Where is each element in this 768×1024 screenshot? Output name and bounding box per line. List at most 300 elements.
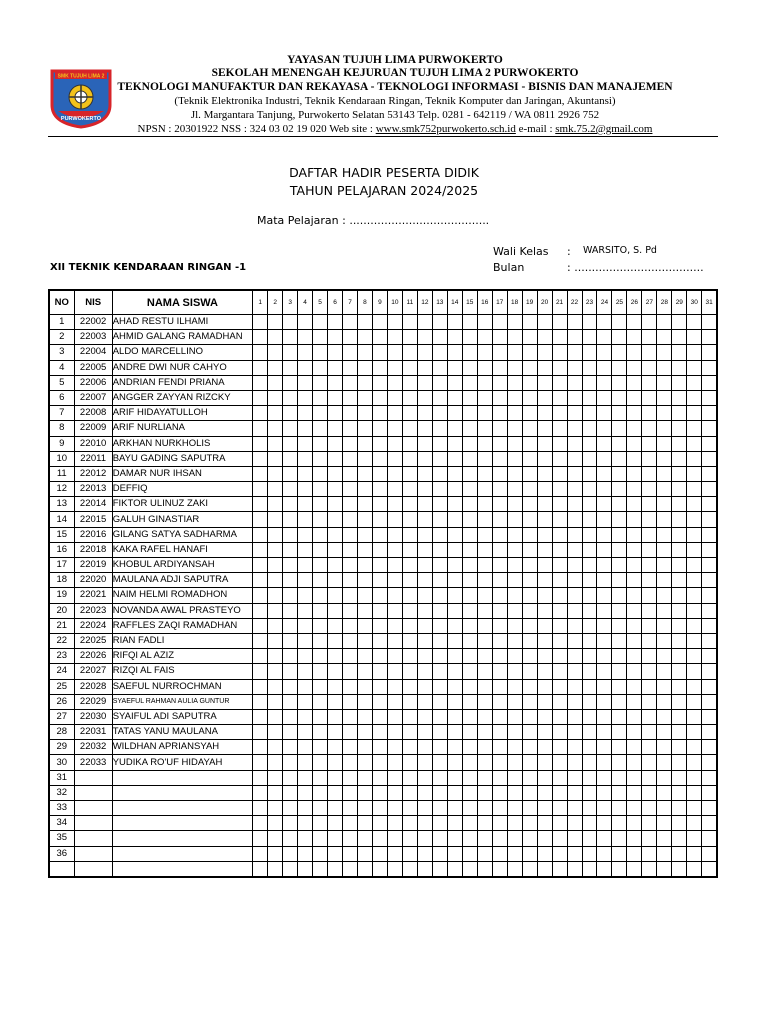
attendance-cell[interactable] (298, 466, 313, 481)
attendance-cell[interactable] (283, 573, 298, 588)
attendance-cell[interactable] (537, 603, 552, 618)
attendance-cell[interactable] (253, 527, 268, 542)
attendance-cell[interactable] (702, 861, 717, 877)
attendance-cell[interactable] (283, 466, 298, 481)
attendance-cell[interactable] (298, 527, 313, 542)
attendance-cell[interactable] (253, 755, 268, 770)
attendance-cell[interactable] (372, 497, 387, 512)
attendance-cell[interactable] (522, 831, 537, 846)
attendance-cell[interactable] (268, 421, 283, 436)
attendance-cell[interactable] (298, 360, 313, 375)
attendance-cell[interactable] (268, 345, 283, 360)
attendance-cell[interactable] (507, 740, 522, 755)
attendance-cell[interactable] (567, 588, 582, 603)
attendance-cell[interactable] (612, 816, 627, 831)
attendance-cell[interactable] (417, 421, 432, 436)
attendance-cell[interactable] (612, 709, 627, 724)
attendance-cell[interactable] (447, 709, 462, 724)
attendance-cell[interactable] (387, 330, 402, 345)
attendance-cell[interactable] (372, 436, 387, 451)
attendance-cell[interactable] (522, 603, 537, 618)
attendance-cell[interactable] (702, 345, 717, 360)
attendance-cell[interactable] (298, 846, 313, 861)
attendance-cell[interactable] (417, 315, 432, 330)
attendance-cell[interactable] (612, 588, 627, 603)
attendance-cell[interactable] (372, 466, 387, 481)
attendance-cell[interactable] (357, 345, 372, 360)
attendance-cell[interactable] (642, 831, 657, 846)
attendance-cell[interactable] (582, 558, 597, 573)
attendance-cell[interactable] (537, 861, 552, 877)
attendance-cell[interactable] (462, 573, 477, 588)
attendance-cell[interactable] (372, 664, 387, 679)
attendance-cell[interactable] (387, 421, 402, 436)
attendance-cell[interactable] (253, 709, 268, 724)
attendance-cell[interactable] (417, 482, 432, 497)
attendance-cell[interactable] (268, 664, 283, 679)
attendance-cell[interactable] (328, 345, 343, 360)
attendance-cell[interactable] (432, 466, 447, 481)
attendance-cell[interactable] (492, 770, 507, 785)
attendance-cell[interactable] (492, 679, 507, 694)
attendance-cell[interactable] (522, 679, 537, 694)
attendance-cell[interactable] (612, 694, 627, 709)
attendance-cell[interactable] (672, 588, 687, 603)
attendance-cell[interactable] (657, 618, 672, 633)
attendance-cell[interactable] (612, 542, 627, 557)
attendance-cell[interactable] (417, 345, 432, 360)
attendance-cell[interactable] (537, 588, 552, 603)
attendance-cell[interactable] (492, 785, 507, 800)
attendance-cell[interactable] (567, 831, 582, 846)
attendance-cell[interactable] (567, 770, 582, 785)
attendance-cell[interactable] (462, 482, 477, 497)
attendance-cell[interactable] (657, 740, 672, 755)
attendance-cell[interactable] (627, 770, 642, 785)
attendance-cell[interactable] (582, 360, 597, 375)
attendance-cell[interactable] (447, 694, 462, 709)
attendance-cell[interactable] (642, 527, 657, 542)
attendance-cell[interactable] (702, 816, 717, 831)
attendance-cell[interactable] (298, 512, 313, 527)
attendance-cell[interactable] (627, 360, 642, 375)
attendance-cell[interactable] (597, 649, 612, 664)
attendance-cell[interactable] (357, 542, 372, 557)
attendance-cell[interactable] (402, 375, 417, 390)
attendance-cell[interactable] (612, 801, 627, 816)
attendance-cell[interactable] (268, 558, 283, 573)
attendance-cell[interactable] (462, 709, 477, 724)
attendance-cell[interactable] (417, 709, 432, 724)
attendance-cell[interactable] (597, 801, 612, 816)
attendance-cell[interactable] (268, 451, 283, 466)
attendance-cell[interactable] (447, 679, 462, 694)
attendance-cell[interactable] (253, 785, 268, 800)
attendance-cell[interactable] (477, 603, 492, 618)
attendance-cell[interactable] (552, 861, 567, 877)
attendance-cell[interactable] (507, 725, 522, 740)
attendance-cell[interactable] (298, 573, 313, 588)
attendance-cell[interactable] (462, 375, 477, 390)
attendance-cell[interactable] (642, 694, 657, 709)
attendance-cell[interactable] (507, 679, 522, 694)
attendance-cell[interactable] (328, 330, 343, 345)
attendance-cell[interactable] (552, 527, 567, 542)
attendance-cell[interactable] (313, 725, 328, 740)
attendance-cell[interactable] (492, 558, 507, 573)
attendance-cell[interactable] (627, 542, 642, 557)
attendance-cell[interactable] (417, 816, 432, 831)
attendance-cell[interactable] (492, 390, 507, 405)
attendance-cell[interactable] (253, 360, 268, 375)
attendance-cell[interactable] (298, 816, 313, 831)
attendance-cell[interactable] (462, 633, 477, 648)
attendance-cell[interactable] (597, 527, 612, 542)
attendance-cell[interactable] (522, 664, 537, 679)
attendance-cell[interactable] (657, 482, 672, 497)
attendance-cell[interactable] (313, 406, 328, 421)
attendance-cell[interactable] (343, 679, 358, 694)
attendance-cell[interactable] (567, 679, 582, 694)
attendance-cell[interactable] (642, 633, 657, 648)
attendance-cell[interactable] (567, 558, 582, 573)
attendance-cell[interactable] (477, 770, 492, 785)
attendance-cell[interactable] (357, 725, 372, 740)
attendance-cell[interactable] (552, 755, 567, 770)
attendance-cell[interactable] (328, 315, 343, 330)
attendance-cell[interactable] (447, 801, 462, 816)
attendance-cell[interactable] (507, 694, 522, 709)
attendance-cell[interactable] (328, 466, 343, 481)
attendance-cell[interactable] (672, 345, 687, 360)
attendance-cell[interactable] (507, 649, 522, 664)
attendance-cell[interactable] (357, 375, 372, 390)
attendance-cell[interactable] (298, 451, 313, 466)
attendance-cell[interactable] (687, 542, 702, 557)
attendance-cell[interactable] (357, 406, 372, 421)
attendance-cell[interactable] (642, 436, 657, 451)
attendance-cell[interactable] (537, 664, 552, 679)
attendance-cell[interactable] (283, 406, 298, 421)
attendance-cell[interactable] (567, 527, 582, 542)
attendance-cell[interactable] (432, 816, 447, 831)
attendance-cell[interactable] (253, 512, 268, 527)
attendance-cell[interactable] (597, 573, 612, 588)
attendance-cell[interactable] (492, 831, 507, 846)
attendance-cell[interactable] (298, 664, 313, 679)
attendance-cell[interactable] (672, 573, 687, 588)
attendance-cell[interactable] (552, 466, 567, 481)
attendance-cell[interactable] (477, 542, 492, 557)
attendance-cell[interactable] (477, 360, 492, 375)
attendance-cell[interactable] (313, 801, 328, 816)
attendance-cell[interactable] (642, 451, 657, 466)
attendance-cell[interactable] (283, 618, 298, 633)
attendance-cell[interactable] (268, 618, 283, 633)
attendance-cell[interactable] (372, 603, 387, 618)
attendance-cell[interactable] (372, 679, 387, 694)
attendance-cell[interactable] (298, 406, 313, 421)
attendance-cell[interactable] (387, 649, 402, 664)
attendance-cell[interactable] (343, 816, 358, 831)
attendance-cell[interactable] (627, 846, 642, 861)
attendance-cell[interactable] (672, 861, 687, 877)
attendance-cell[interactable] (253, 694, 268, 709)
attendance-cell[interactable] (582, 451, 597, 466)
attendance-cell[interactable] (567, 573, 582, 588)
attendance-cell[interactable] (702, 558, 717, 573)
attendance-cell[interactable] (492, 330, 507, 345)
attendance-cell[interactable] (343, 375, 358, 390)
attendance-cell[interactable] (298, 770, 313, 785)
attendance-cell[interactable] (417, 831, 432, 846)
attendance-cell[interactable] (552, 512, 567, 527)
attendance-cell[interactable] (387, 785, 402, 800)
attendance-cell[interactable] (402, 603, 417, 618)
attendance-cell[interactable] (507, 512, 522, 527)
attendance-cell[interactable] (462, 755, 477, 770)
attendance-cell[interactable] (477, 421, 492, 436)
attendance-cell[interactable] (687, 816, 702, 831)
attendance-cell[interactable] (582, 482, 597, 497)
attendance-cell[interactable] (447, 725, 462, 740)
attendance-cell[interactable] (672, 649, 687, 664)
attendance-cell[interactable] (253, 390, 268, 405)
attendance-cell[interactable] (432, 451, 447, 466)
attendance-cell[interactable] (672, 360, 687, 375)
attendance-cell[interactable] (672, 816, 687, 831)
attendance-cell[interactable] (417, 801, 432, 816)
attendance-cell[interactable] (253, 846, 268, 861)
attendance-cell[interactable] (343, 497, 358, 512)
attendance-cell[interactable] (298, 421, 313, 436)
attendance-cell[interactable] (462, 785, 477, 800)
attendance-cell[interactable] (283, 831, 298, 846)
attendance-cell[interactable] (372, 512, 387, 527)
attendance-cell[interactable] (642, 709, 657, 724)
attendance-cell[interactable] (537, 345, 552, 360)
attendance-cell[interactable] (313, 421, 328, 436)
attendance-cell[interactable] (702, 664, 717, 679)
attendance-cell[interactable] (253, 679, 268, 694)
attendance-cell[interactable] (417, 618, 432, 633)
attendance-cell[interactable] (672, 664, 687, 679)
attendance-cell[interactable] (537, 725, 552, 740)
attendance-cell[interactable] (657, 466, 672, 481)
attendance-cell[interactable] (567, 390, 582, 405)
attendance-cell[interactable] (657, 512, 672, 527)
attendance-cell[interactable] (343, 603, 358, 618)
attendance-cell[interactable] (328, 558, 343, 573)
attendance-cell[interactable] (672, 785, 687, 800)
attendance-cell[interactable] (657, 816, 672, 831)
attendance-cell[interactable] (612, 375, 627, 390)
attendance-cell[interactable] (522, 633, 537, 648)
attendance-cell[interactable] (507, 573, 522, 588)
attendance-cell[interactable] (627, 725, 642, 740)
attendance-cell[interactable] (627, 436, 642, 451)
attendance-cell[interactable] (702, 846, 717, 861)
attendance-cell[interactable] (687, 315, 702, 330)
attendance-cell[interactable] (567, 466, 582, 481)
attendance-cell[interactable] (343, 694, 358, 709)
attendance-cell[interactable] (417, 694, 432, 709)
attendance-cell[interactable] (507, 633, 522, 648)
attendance-cell[interactable] (462, 330, 477, 345)
attendance-cell[interactable] (507, 846, 522, 861)
attendance-cell[interactable] (687, 573, 702, 588)
attendance-cell[interactable] (283, 497, 298, 512)
attendance-cell[interactable] (582, 664, 597, 679)
attendance-cell[interactable] (537, 512, 552, 527)
attendance-cell[interactable] (268, 527, 283, 542)
attendance-cell[interactable] (402, 861, 417, 877)
attendance-cell[interactable] (597, 861, 612, 877)
attendance-cell[interactable] (328, 664, 343, 679)
attendance-cell[interactable] (612, 512, 627, 527)
attendance-cell[interactable] (402, 740, 417, 755)
attendance-cell[interactable] (657, 345, 672, 360)
attendance-cell[interactable] (462, 558, 477, 573)
attendance-cell[interactable] (507, 664, 522, 679)
attendance-cell[interactable] (582, 375, 597, 390)
attendance-cell[interactable] (477, 512, 492, 527)
attendance-cell[interactable] (253, 588, 268, 603)
attendance-cell[interactable] (477, 740, 492, 755)
attendance-cell[interactable] (357, 740, 372, 755)
attendance-cell[interactable] (492, 846, 507, 861)
attendance-cell[interactable] (567, 861, 582, 877)
attendance-cell[interactable] (672, 709, 687, 724)
attendance-cell[interactable] (417, 390, 432, 405)
attendance-cell[interactable] (432, 360, 447, 375)
attendance-cell[interactable] (343, 633, 358, 648)
attendance-cell[interactable] (567, 709, 582, 724)
attendance-cell[interactable] (387, 801, 402, 816)
attendance-cell[interactable] (268, 846, 283, 861)
attendance-cell[interactable] (522, 588, 537, 603)
attendance-cell[interactable] (537, 558, 552, 573)
attendance-cell[interactable] (432, 573, 447, 588)
attendance-cell[interactable] (627, 345, 642, 360)
attendance-cell[interactable] (642, 421, 657, 436)
attendance-cell[interactable] (507, 801, 522, 816)
attendance-cell[interactable] (387, 345, 402, 360)
attendance-cell[interactable] (357, 436, 372, 451)
attendance-cell[interactable] (582, 816, 597, 831)
attendance-cell[interactable] (328, 861, 343, 877)
attendance-cell[interactable] (537, 816, 552, 831)
attendance-cell[interactable] (402, 785, 417, 800)
attendance-cell[interactable] (328, 801, 343, 816)
attendance-cell[interactable] (582, 542, 597, 557)
attendance-cell[interactable] (417, 360, 432, 375)
attendance-cell[interactable] (537, 755, 552, 770)
attendance-cell[interactable] (522, 482, 537, 497)
attendance-cell[interactable] (687, 390, 702, 405)
attendance-cell[interactable] (387, 466, 402, 481)
attendance-cell[interactable] (672, 466, 687, 481)
attendance-cell[interactable] (537, 679, 552, 694)
attendance-cell[interactable] (552, 740, 567, 755)
attendance-cell[interactable] (657, 664, 672, 679)
attendance-cell[interactable] (522, 755, 537, 770)
attendance-cell[interactable] (492, 709, 507, 724)
attendance-cell[interactable] (313, 375, 328, 390)
attendance-cell[interactable] (268, 360, 283, 375)
attendance-cell[interactable] (597, 497, 612, 512)
attendance-cell[interactable] (687, 421, 702, 436)
attendance-cell[interactable] (328, 694, 343, 709)
attendance-cell[interactable] (552, 831, 567, 846)
attendance-cell[interactable] (268, 816, 283, 831)
attendance-cell[interactable] (702, 831, 717, 846)
attendance-cell[interactable] (507, 785, 522, 800)
attendance-cell[interactable] (387, 755, 402, 770)
attendance-cell[interactable] (253, 633, 268, 648)
attendance-cell[interactable] (687, 436, 702, 451)
attendance-cell[interactable] (462, 421, 477, 436)
attendance-cell[interactable] (313, 542, 328, 557)
attendance-cell[interactable] (627, 588, 642, 603)
attendance-cell[interactable] (298, 375, 313, 390)
attendance-cell[interactable] (298, 497, 313, 512)
attendance-cell[interactable] (522, 649, 537, 664)
attendance-cell[interactable] (567, 725, 582, 740)
attendance-cell[interactable] (477, 390, 492, 405)
attendance-cell[interactable] (372, 816, 387, 831)
attendance-cell[interactable] (552, 345, 567, 360)
attendance-cell[interactable] (268, 709, 283, 724)
attendance-cell[interactable] (642, 360, 657, 375)
attendance-cell[interactable] (298, 558, 313, 573)
attendance-cell[interactable] (702, 375, 717, 390)
attendance-cell[interactable] (687, 785, 702, 800)
attendance-cell[interactable] (447, 406, 462, 421)
attendance-cell[interactable] (328, 770, 343, 785)
attendance-cell[interactable] (687, 497, 702, 512)
attendance-cell[interactable] (522, 618, 537, 633)
attendance-cell[interactable] (492, 436, 507, 451)
attendance-cell[interactable] (462, 740, 477, 755)
attendance-cell[interactable] (687, 482, 702, 497)
attendance-cell[interactable] (477, 816, 492, 831)
attendance-cell[interactable] (372, 740, 387, 755)
attendance-cell[interactable] (298, 861, 313, 877)
attendance-cell[interactable] (372, 360, 387, 375)
attendance-cell[interactable] (597, 375, 612, 390)
attendance-cell[interactable] (268, 679, 283, 694)
attendance-cell[interactable] (432, 679, 447, 694)
attendance-cell[interactable] (582, 527, 597, 542)
attendance-cell[interactable] (552, 390, 567, 405)
attendance-cell[interactable] (283, 664, 298, 679)
attendance-cell[interactable] (402, 831, 417, 846)
attendance-cell[interactable] (522, 558, 537, 573)
attendance-cell[interactable] (642, 770, 657, 785)
attendance-cell[interactable] (462, 390, 477, 405)
attendance-cell[interactable] (582, 679, 597, 694)
attendance-cell[interactable] (672, 740, 687, 755)
attendance-cell[interactable] (268, 649, 283, 664)
attendance-cell[interactable] (507, 558, 522, 573)
attendance-cell[interactable] (328, 816, 343, 831)
attendance-cell[interactable] (522, 390, 537, 405)
attendance-cell[interactable] (402, 436, 417, 451)
attendance-cell[interactable] (702, 466, 717, 481)
attendance-cell[interactable] (328, 421, 343, 436)
attendance-cell[interactable] (402, 527, 417, 542)
